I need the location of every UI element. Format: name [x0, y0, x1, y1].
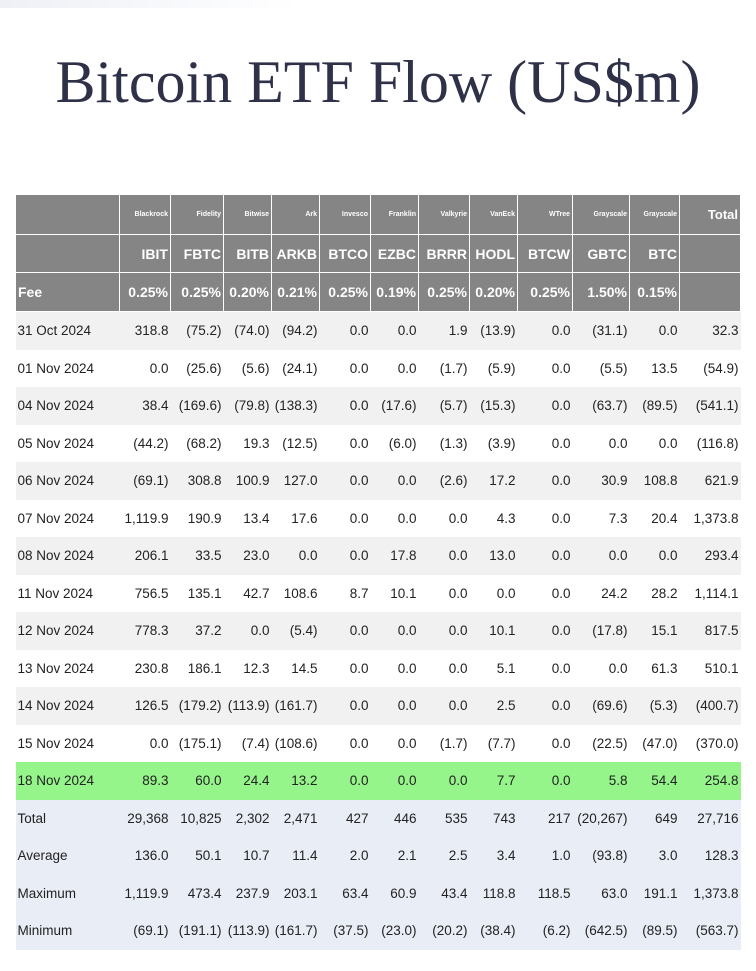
row-total-value: (541.1): [680, 387, 741, 425]
summary-label: Total: [16, 800, 120, 838]
row-total-value: 817.5: [680, 612, 741, 650]
flow-value: 38.4: [120, 387, 171, 425]
flow-value: 0.0: [371, 500, 419, 538]
summary-value: (38.4): [470, 912, 518, 950]
flow-value: 0.0: [419, 612, 470, 650]
flow-value: 0.0: [120, 725, 171, 763]
fee-value: 0.20%: [470, 273, 518, 312]
flow-value: 0.0: [573, 537, 630, 575]
summary-value: 43.4: [419, 875, 470, 913]
flow-value: 13.4: [224, 500, 272, 538]
ticker-header: HODL: [470, 235, 518, 273]
fee-header-row: [16, 273, 741, 312]
summary-value: (6.2): [518, 912, 573, 950]
flow-value: (17.8): [573, 612, 630, 650]
flow-value: 60.0: [171, 762, 224, 800]
flow-value: 308.8: [171, 462, 224, 500]
flow-value: 0.0: [320, 462, 371, 500]
flow-value: 0.0: [470, 575, 518, 613]
summary-value: (20,267): [573, 800, 630, 838]
row-total-value: 510.1: [680, 650, 741, 688]
summary-value: 118.8: [470, 875, 518, 913]
flow-value: 0.0: [419, 575, 470, 613]
flow-value: (1.3): [419, 425, 470, 463]
summary-value: 427: [320, 800, 371, 838]
flow-value: 54.4: [630, 762, 680, 800]
row-total-value: 293.4: [680, 537, 741, 575]
fee-value: 0.15%: [630, 273, 680, 312]
flow-value: (69.6): [573, 687, 630, 725]
row-total-value: (370.0): [680, 725, 741, 763]
row-total-value: 254.8: [680, 762, 741, 800]
flow-value: 0.0: [518, 725, 573, 763]
flow-value: 0.0: [371, 350, 419, 388]
flow-value: (7.4): [224, 725, 272, 763]
flow-value: (6.0): [371, 425, 419, 463]
flow-value: 0.0: [320, 312, 371, 350]
flow-value: 19.3: [224, 425, 272, 463]
flow-value: 1.9: [419, 312, 470, 350]
flow-value: 30.9: [573, 462, 630, 500]
ticker-header: BTCO: [320, 235, 371, 273]
summary-value: 50.1: [171, 837, 224, 875]
flow-value: 12.3: [224, 650, 272, 688]
flow-value: 5.1: [470, 650, 518, 688]
row-date: 05 Nov 2024: [16, 425, 120, 463]
flow-value: 0.0: [518, 612, 573, 650]
flow-value: 0.0: [573, 425, 630, 463]
summary-value: (642.5): [573, 912, 630, 950]
summary-label: Average: [16, 837, 120, 875]
summary-label: Maximum: [16, 875, 120, 913]
flow-value: (175.1): [171, 725, 224, 763]
summary-row: [16, 837, 741, 875]
summary-value: 1.0: [518, 837, 573, 875]
summary-value: 535: [419, 800, 470, 838]
flow-value: 0.0: [320, 687, 371, 725]
ticker-header: ARKB: [272, 235, 320, 273]
flow-value: (138.3): [272, 387, 320, 425]
flow-value: 0.0: [419, 687, 470, 725]
flow-value: (161.7): [272, 687, 320, 725]
row-total-value: (116.8): [680, 425, 741, 463]
flow-value: (75.2): [171, 312, 224, 350]
flow-value: (3.9): [470, 425, 518, 463]
flow-value: (79.8): [224, 387, 272, 425]
flow-value: 230.8: [120, 650, 171, 688]
issuer-header: WTree: [518, 195, 573, 235]
flow-value: (1.7): [419, 350, 470, 388]
row-date: 11 Nov 2024: [16, 575, 120, 613]
flow-value: 0.0: [320, 650, 371, 688]
table-row: [16, 425, 741, 463]
fee-value: 0.25%: [120, 273, 171, 312]
flow-value: (68.2): [171, 425, 224, 463]
summary-value: (113.9): [224, 912, 272, 950]
flow-value: 33.5: [171, 537, 224, 575]
summary-value: 2.5: [419, 837, 470, 875]
page-title: Bitcoin ETF Flow (US$m): [55, 49, 701, 115]
issuer-header: Blackrock: [120, 195, 171, 235]
fee-value: 0.25%: [320, 273, 371, 312]
table-row: [16, 350, 741, 388]
flow-value: 61.3: [630, 650, 680, 688]
row-date: 06 Nov 2024: [16, 462, 120, 500]
flow-value: 100.9: [224, 462, 272, 500]
flow-value: 0.0: [371, 725, 419, 763]
row-date: 18 Nov 2024: [16, 762, 120, 800]
row-date: 04 Nov 2024: [16, 387, 120, 425]
table-row: [16, 500, 741, 538]
flow-value: (169.6): [171, 387, 224, 425]
flow-value: 42.7: [224, 575, 272, 613]
row-total-value: (54.9): [680, 350, 741, 388]
flow-value: 10.1: [371, 575, 419, 613]
summary-value: 3.4: [470, 837, 518, 875]
row-total-value: 621.9: [680, 462, 741, 500]
flow-value: 0.0: [518, 425, 573, 463]
issuer-header: Invesco: [320, 195, 371, 235]
flow-value: 0.0: [371, 312, 419, 350]
flow-value: 756.5: [120, 575, 171, 613]
flow-value: 0.0: [320, 425, 371, 463]
flow-value: 7.7: [470, 762, 518, 800]
summary-value: (563.7): [680, 912, 741, 950]
summary-value: 10,825: [171, 800, 224, 838]
table-row: [16, 612, 741, 650]
flow-value: 24.4: [224, 762, 272, 800]
flow-value: 778.3: [120, 612, 171, 650]
flow-value: 5.8: [573, 762, 630, 800]
row-date: 14 Nov 2024: [16, 687, 120, 725]
summary-value: (37.5): [320, 912, 371, 950]
flow-value: 0.0: [371, 462, 419, 500]
flow-value: 0.0: [419, 650, 470, 688]
summary-value: (93.8): [573, 837, 630, 875]
ticker-header: EZBC: [371, 235, 419, 273]
flow-value: 15.1: [630, 612, 680, 650]
summary-value: 743: [470, 800, 518, 838]
table-row: [16, 387, 741, 425]
flow-value: 4.3: [470, 500, 518, 538]
summary-value: 128.3: [680, 837, 741, 875]
flow-value: 0.0: [320, 500, 371, 538]
summary-value: (69.1): [120, 912, 171, 950]
flow-value: (5.3): [630, 687, 680, 725]
flow-value: (15.3): [470, 387, 518, 425]
flow-value: 0.0: [272, 537, 320, 575]
fee-label: Fee: [16, 273, 120, 312]
flow-value: (94.2): [272, 312, 320, 350]
flow-value: 0.0: [573, 650, 630, 688]
issuer-header: VanEck: [470, 195, 518, 235]
summary-row: [16, 912, 741, 950]
flow-value: (44.2): [120, 425, 171, 463]
flow-value: (89.5): [630, 387, 680, 425]
fee-value: 1.50%: [573, 273, 630, 312]
flow-value: 0.0: [320, 387, 371, 425]
ticker-header: BITB: [224, 235, 272, 273]
corner-cell: [16, 195, 120, 235]
summary-label: Minimum: [16, 912, 120, 950]
row-total-value: 1,114.1: [680, 575, 741, 613]
table-row: [16, 537, 741, 575]
summary-value: 10.7: [224, 837, 272, 875]
fee-value: 0.20%: [224, 273, 272, 312]
flow-value: 0.0: [518, 537, 573, 575]
flow-value: 0.0: [630, 312, 680, 350]
flow-value: (1.7): [419, 725, 470, 763]
table-row: [16, 462, 741, 500]
flow-value: (24.1): [272, 350, 320, 388]
summary-row: [16, 875, 741, 913]
flow-value: (12.5): [272, 425, 320, 463]
flow-value: 0.0: [320, 612, 371, 650]
summary-value: (20.2): [419, 912, 470, 950]
summary-value: 2.0: [320, 837, 371, 875]
summary-value: 3.0: [630, 837, 680, 875]
flow-value: 17.6: [272, 500, 320, 538]
flow-value: 10.1: [470, 612, 518, 650]
flow-value: 0.0: [518, 575, 573, 613]
summary-value: 136.0: [120, 837, 171, 875]
flow-value: 0.0: [518, 350, 573, 388]
flow-value: 0.0: [371, 612, 419, 650]
flow-value: (69.1): [120, 462, 171, 500]
table-row: [16, 312, 741, 350]
flow-value: (5.7): [419, 387, 470, 425]
ticker-header: BTC: [630, 235, 680, 273]
flow-value: 17.2: [470, 462, 518, 500]
summary-value: (23.0): [371, 912, 419, 950]
flow-value: 89.3: [120, 762, 171, 800]
flow-value: 7.3: [573, 500, 630, 538]
flow-value: 20.4: [630, 500, 680, 538]
issuer-header: Ark: [272, 195, 320, 235]
flow-value: (108.6): [272, 725, 320, 763]
flow-value: 13.2: [272, 762, 320, 800]
summary-value: 1,119.9: [120, 875, 171, 913]
flow-value: 0.0: [419, 762, 470, 800]
row-total-value: (400.7): [680, 687, 741, 725]
summary-value: 446: [371, 800, 419, 838]
fee-value: 0.25%: [171, 273, 224, 312]
ticker-header-row: [16, 235, 741, 273]
fee-empty: [680, 273, 741, 312]
flow-value: (13.9): [470, 312, 518, 350]
flow-value: 28.2: [630, 575, 680, 613]
ticker-header: GBTC: [573, 235, 630, 273]
flow-value: (7.7): [470, 725, 518, 763]
flow-value: 135.1: [171, 575, 224, 613]
row-date: 31 Oct 2024: [16, 312, 120, 350]
summary-value: 2,302: [224, 800, 272, 838]
flow-value: 14.5: [272, 650, 320, 688]
flow-value: 0.0: [518, 387, 573, 425]
flow-value: (25.6): [171, 350, 224, 388]
flow-value: (5.9): [470, 350, 518, 388]
summary-value: 63.0: [573, 875, 630, 913]
flow-value: 0.0: [630, 537, 680, 575]
flow-value: 17.8: [371, 537, 419, 575]
flow-value: 127.0: [272, 462, 320, 500]
flow-value: (5.4): [272, 612, 320, 650]
flow-value: 0.0: [120, 350, 171, 388]
flow-value: 0.0: [371, 687, 419, 725]
flow-value: 0.0: [518, 687, 573, 725]
flow-value: 0.0: [518, 462, 573, 500]
flow-value: (5.5): [573, 350, 630, 388]
fee-value: 0.25%: [518, 273, 573, 312]
flow-value: 0.0: [518, 312, 573, 350]
flow-value: 0.0: [320, 762, 371, 800]
row-total-value: 1,373.8: [680, 500, 741, 538]
summary-value: (89.5): [630, 912, 680, 950]
flow-value: 13.5: [630, 350, 680, 388]
summary-value: 27,716: [680, 800, 741, 838]
row-date: 07 Nov 2024: [16, 500, 120, 538]
summary-value: 2.1: [371, 837, 419, 875]
summary-value: 191.1: [630, 875, 680, 913]
flow-value: 186.1: [171, 650, 224, 688]
flow-value: 0.0: [419, 537, 470, 575]
table-row: [16, 650, 741, 688]
issuer-header: Fidelity: [171, 195, 224, 235]
top-accent-bar: [0, 0, 300, 8]
flow-value: (31.1): [573, 312, 630, 350]
etf-flow-table: [15, 194, 741, 950]
flow-value: 1,119.9: [120, 500, 171, 538]
row-date: 08 Nov 2024: [16, 537, 120, 575]
summary-value: 649: [630, 800, 680, 838]
fee-value: 0.25%: [419, 273, 470, 312]
row-date: 01 Nov 2024: [16, 350, 120, 388]
fee-value: 0.21%: [272, 273, 320, 312]
flow-value: 0.0: [320, 350, 371, 388]
ticker-header: FBTC: [171, 235, 224, 273]
flow-value: 2.5: [470, 687, 518, 725]
summary-value: (191.1): [171, 912, 224, 950]
flow-value: 0.0: [371, 762, 419, 800]
latest-flow-row: [16, 762, 741, 800]
flow-value: 24.2: [573, 575, 630, 613]
flow-value: (2.6): [419, 462, 470, 500]
fee-value: 0.19%: [371, 273, 419, 312]
summary-value: 60.9: [371, 875, 419, 913]
flow-value: 0.0: [419, 500, 470, 538]
flow-value: 0.0: [518, 650, 573, 688]
flow-value: 8.7: [320, 575, 371, 613]
flow-value: 0.0: [630, 425, 680, 463]
flow-value: 0.0: [224, 612, 272, 650]
issuer-header: Grayscale: [630, 195, 680, 235]
flow-value: 0.0: [320, 537, 371, 575]
summary-value: (161.7): [272, 912, 320, 950]
summary-value: 237.9: [224, 875, 272, 913]
table-row: [16, 575, 741, 613]
summary-value: 11.4: [272, 837, 320, 875]
summary-value: 1,373.8: [680, 875, 741, 913]
flow-value: (63.7): [573, 387, 630, 425]
flow-value: (47.0): [630, 725, 680, 763]
issuer-header: Franklin: [371, 195, 419, 235]
row-date: 15 Nov 2024: [16, 725, 120, 763]
flow-value: 0.0: [320, 725, 371, 763]
flow-value: (17.6): [371, 387, 419, 425]
table-row: [16, 687, 741, 725]
issuer-header: Valkyrie: [419, 195, 470, 235]
flow-value: (22.5): [573, 725, 630, 763]
total-header: Total: [680, 195, 741, 235]
flow-value: 190.9: [171, 500, 224, 538]
flow-value: (113.9): [224, 687, 272, 725]
summary-value: 29,368: [120, 800, 171, 838]
summary-value: 2,471: [272, 800, 320, 838]
ticker-header: BRRR: [419, 235, 470, 273]
flow-value: (179.2): [171, 687, 224, 725]
issuer-header: Bitwise: [224, 195, 272, 235]
table-body: [16, 312, 741, 950]
issuer-header-row: [16, 195, 741, 235]
ticker-header: BTCW: [518, 235, 573, 273]
flow-value: 13.0: [470, 537, 518, 575]
corner-cell: [16, 235, 120, 273]
flow-value: 206.1: [120, 537, 171, 575]
flow-value: 108.8: [630, 462, 680, 500]
flow-value: 0.0: [518, 500, 573, 538]
summary-value: 118.5: [518, 875, 573, 913]
summary-value: 217: [518, 800, 573, 838]
row-date: 12 Nov 2024: [16, 612, 120, 650]
table-row: [16, 725, 741, 763]
flow-value: 0.0: [371, 650, 419, 688]
flow-value: 318.8: [120, 312, 171, 350]
flow-value: 37.2: [171, 612, 224, 650]
flow-value: 23.0: [224, 537, 272, 575]
issuer-header: Grayscale: [573, 195, 630, 235]
summary-row: [16, 800, 741, 838]
row-date: 13 Nov 2024: [16, 650, 120, 688]
flow-value: (5.6): [224, 350, 272, 388]
ticker-header: IBIT: [120, 235, 171, 273]
flow-value: 108.6: [272, 575, 320, 613]
flow-value: 0.0: [518, 762, 573, 800]
flow-value: 126.5: [120, 687, 171, 725]
summary-value: 473.4: [171, 875, 224, 913]
row-total-value: 32.3: [680, 312, 741, 350]
flow-value: (74.0): [224, 312, 272, 350]
summary-value: 63.4: [320, 875, 371, 913]
summary-value: 203.1: [272, 875, 320, 913]
ticker-header-empty: [680, 235, 741, 273]
